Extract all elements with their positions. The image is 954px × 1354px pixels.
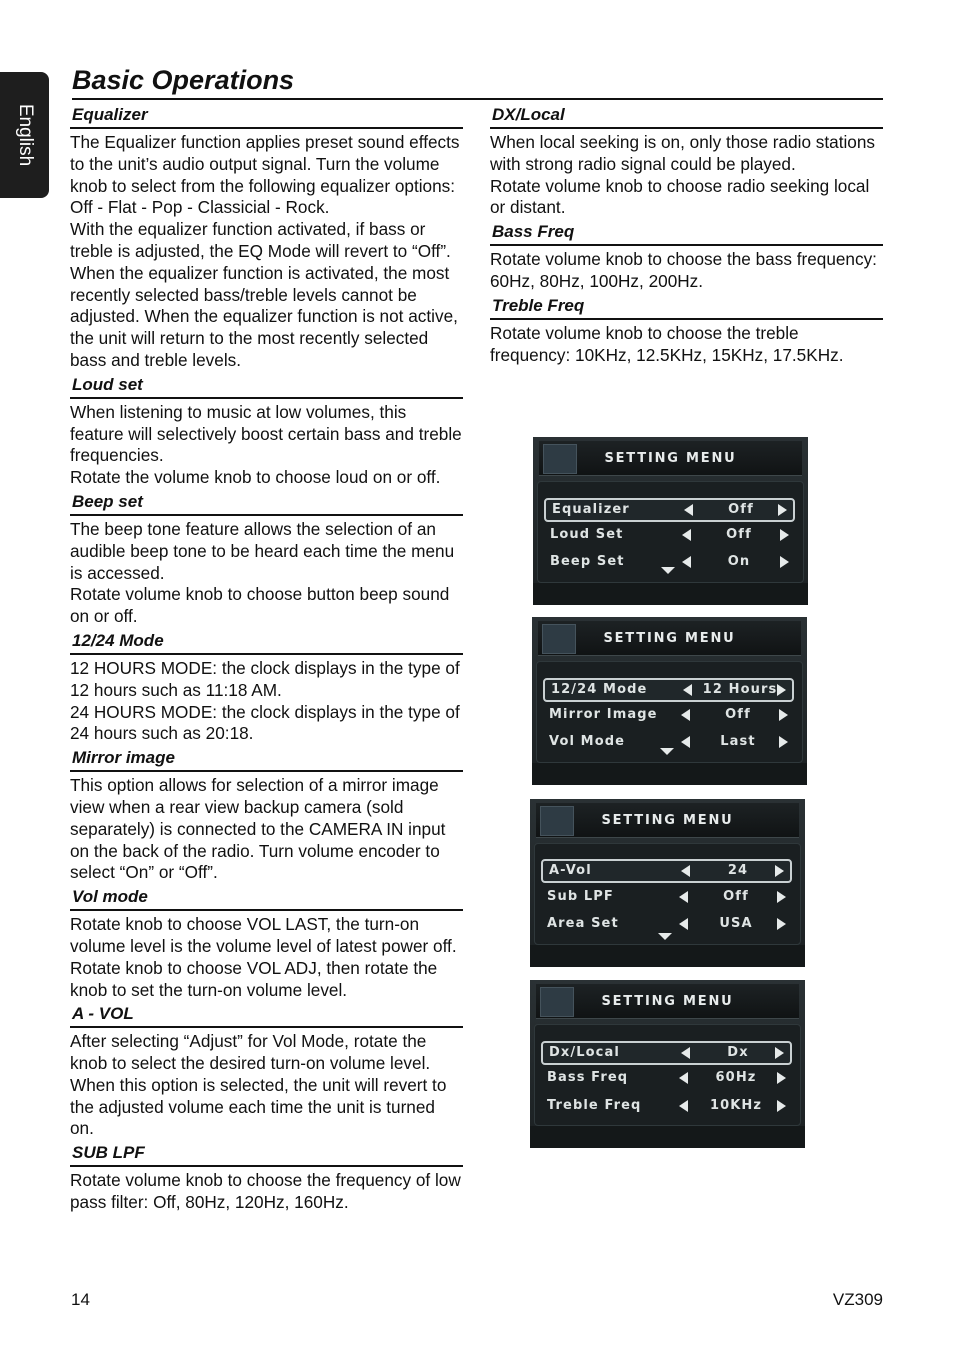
menu-row-value: On bbox=[727, 554, 751, 569]
section-heading: Mirror image bbox=[70, 747, 463, 772]
section-a-vol bbox=[70, 1003, 463, 1140]
section-heading: Loud set bbox=[70, 374, 463, 399]
menu-title: SETTING MENU bbox=[604, 451, 737, 466]
menu-header bbox=[536, 984, 799, 1019]
section-paragraph: Rotate volume knob to choose the frequency of low pass filter: Off, 80Hz, 120Hz, 160Hz. bbox=[70, 1170, 461, 1213]
menu-row-label: Beep Set bbox=[550, 554, 625, 569]
menu-title: SETTING MENU bbox=[601, 813, 734, 828]
section-beep-set bbox=[70, 491, 463, 628]
menu-row-value: Off bbox=[725, 707, 751, 722]
setting-menu-screenshot-2 bbox=[532, 617, 807, 785]
section-paragraph: 12 HOURS MODE: the clock displays in the type of 12 hours such as 11:18 AM. bbox=[70, 657, 460, 700]
menu-row bbox=[544, 525, 795, 545]
model-name: VZ309 bbox=[832, 1290, 883, 1309]
left-arrow-icon bbox=[682, 529, 691, 541]
section-mirror-image bbox=[70, 747, 463, 884]
left-column bbox=[70, 104, 463, 1216]
menu-row-label: 12/24 Mode bbox=[551, 682, 648, 697]
menu-body bbox=[534, 1024, 801, 1126]
section-dx-local bbox=[490, 104, 883, 219]
section-vol-mode bbox=[70, 886, 463, 1001]
right-arrow-icon bbox=[780, 556, 789, 568]
right-arrow-icon bbox=[777, 1100, 786, 1112]
section-heading: SUB LPF bbox=[70, 1142, 463, 1167]
menu-row bbox=[541, 1041, 792, 1065]
menu-footer bbox=[532, 763, 807, 785]
section-paragraph: This option allows for selection of a mirror image view when a rear view backup camera (sold separately) is connected to the CAMERA IN input on the back of the radio. Turn volume encoder to select “On” or “Off”. bbox=[70, 775, 446, 883]
menu-row-label: Equalizer bbox=[552, 502, 630, 517]
section-heading: Equalizer bbox=[70, 104, 463, 129]
menu-footer bbox=[530, 945, 805, 967]
left-arrow-icon bbox=[679, 1100, 688, 1112]
section-loud-set bbox=[70, 374, 463, 489]
right-arrow-icon bbox=[777, 918, 786, 930]
section-paragraph: When local seeking is on, only those radio stations with strong radio signal could be played. bbox=[490, 132, 876, 174]
section-heading: Treble Freq bbox=[490, 295, 883, 320]
menu-title: SETTING MENU bbox=[601, 994, 734, 1009]
menu-row bbox=[541, 914, 792, 934]
section-12-24-mode bbox=[70, 630, 463, 745]
menu-row-value: USA bbox=[719, 916, 753, 931]
menu-row-value: Last bbox=[720, 734, 756, 749]
left-arrow-icon bbox=[681, 1047, 690, 1059]
section-paragraph: Rotate knob to choose VOL ADJ, then rotate the knob to set the turn-on volume level. bbox=[70, 957, 438, 1000]
section-paragraph: Rotate knob to choose VOL LAST, the turn-on volume level is the volume level of latest power off. bbox=[70, 914, 457, 956]
section-paragraph: Rotate the volume knob to choose loud on or off. bbox=[70, 467, 441, 488]
left-arrow-icon bbox=[684, 504, 693, 516]
section-paragraph: Rotate volume knob to choose button beep sound on or off. bbox=[70, 584, 450, 627]
menu-row-label: Vol Mode bbox=[549, 734, 626, 749]
menu-row bbox=[543, 705, 794, 725]
left-arrow-icon bbox=[681, 709, 690, 721]
menu-row bbox=[543, 678, 794, 702]
page-title: Basic Operations bbox=[72, 64, 883, 100]
section-paragraph: When listening to music at low volumes, this feature will selectively boost certain bass and treble frequencies. bbox=[70, 401, 462, 466]
menu-footer bbox=[530, 1126, 805, 1148]
menu-row-value: Off bbox=[723, 889, 749, 904]
right-arrow-icon bbox=[778, 504, 787, 516]
menu-row-value: 24 bbox=[727, 863, 749, 878]
section-heading: Bass Freq bbox=[490, 221, 883, 246]
scroll-down-icon bbox=[658, 933, 672, 940]
right-arrow-icon bbox=[775, 865, 784, 877]
scroll-down-icon bbox=[660, 748, 674, 755]
menu-row bbox=[541, 887, 792, 907]
menu-row-label: Area Set bbox=[547, 916, 619, 931]
right-arrow-icon bbox=[777, 1072, 786, 1084]
language-tab-label: English bbox=[14, 103, 36, 167]
right-arrow-icon bbox=[779, 709, 788, 721]
section-paragraph: Rotate volume knob to choose radio seeking local or distant. bbox=[490, 175, 870, 218]
menu-row-label: A-Vol bbox=[549, 863, 592, 878]
section-heading: Beep set bbox=[70, 491, 463, 516]
menu-row-label: Mirror Image bbox=[549, 707, 658, 722]
menu-body bbox=[534, 843, 801, 945]
menu-row-value: 12 Hours bbox=[702, 682, 778, 697]
right-arrow-icon bbox=[780, 529, 789, 541]
right-column bbox=[490, 104, 883, 368]
section-heading: Vol mode bbox=[70, 886, 463, 911]
left-arrow-icon bbox=[682, 556, 691, 568]
menu-row bbox=[541, 859, 792, 883]
left-arrow-icon bbox=[679, 918, 688, 930]
menu-row bbox=[541, 1068, 792, 1088]
menu-row-label: Bass Freq bbox=[547, 1070, 629, 1085]
page-number: 14 bbox=[71, 1290, 90, 1309]
menu-row-value: 10KHz bbox=[709, 1098, 763, 1113]
menu-footer bbox=[533, 583, 808, 605]
menu-row-label: Treble Freq bbox=[547, 1098, 642, 1113]
section-treble-freq bbox=[490, 295, 883, 367]
section-paragraph: Rotate volume knob to choose the bass frequency: 60Hz, 80Hz, 100Hz, 200Hz. bbox=[490, 249, 877, 291]
right-arrow-icon bbox=[777, 684, 786, 696]
right-arrow-icon bbox=[775, 1047, 784, 1059]
setting-menu-screenshot-3 bbox=[530, 799, 805, 967]
section-paragraph: The beep tone feature allows the selection of an audible beep tone to be heard each time the menu is accessed. bbox=[70, 518, 455, 583]
left-arrow-icon bbox=[683, 684, 692, 696]
menu-row-value: 60Hz bbox=[715, 1070, 757, 1085]
menu-title: SETTING MENU bbox=[603, 631, 736, 646]
right-arrow-icon bbox=[779, 736, 788, 748]
left-arrow-icon bbox=[679, 1072, 688, 1084]
menu-row-value: Off bbox=[726, 527, 752, 542]
section-heading: 12/24 Mode bbox=[70, 630, 463, 655]
right-arrow-icon bbox=[777, 891, 786, 903]
menu-row-value: Off bbox=[728, 502, 754, 517]
setting-menu-screenshot-4 bbox=[530, 980, 805, 1148]
menu-row-label: Loud Set bbox=[550, 527, 624, 542]
menu-header bbox=[536, 803, 799, 838]
menu-row-label: Sub LPF bbox=[547, 889, 614, 904]
section-paragraph: 24 HOURS MODE: the clock displays in the type of 24 hours such as 20:18. bbox=[70, 701, 460, 744]
language-tab bbox=[0, 72, 49, 198]
section-heading: A - VOL bbox=[70, 1003, 463, 1028]
menu-row bbox=[541, 1096, 792, 1116]
section-equalizer bbox=[70, 104, 463, 372]
section-bass-freq bbox=[490, 221, 883, 293]
menu-row bbox=[544, 498, 795, 522]
left-arrow-icon bbox=[681, 736, 690, 748]
left-arrow-icon bbox=[681, 865, 690, 877]
menu-row-value: Dx bbox=[727, 1045, 749, 1060]
scroll-down-icon bbox=[661, 567, 675, 574]
menu-row-label: Dx/Local bbox=[549, 1045, 620, 1060]
setting-menu-screenshot-1 bbox=[533, 437, 808, 605]
left-arrow-icon bbox=[679, 891, 688, 903]
section-paragraph: Rotate volume knob to choose the treble frequency: 10KHz, 12.5KHz, 15KHz, 17.5KHz. bbox=[490, 322, 844, 365]
section-paragraph: The Equalizer function applies preset sound effects to the unit’s audio output signal. Turn the volume knob to select from the following equalizer options: Off - Flat - Pop - Classicial - Rock. bbox=[70, 132, 460, 218]
section-paragraph: After selecting “Adjust” for Vol Mode, rotate the knob to select the desired turn-on volume level. When this option is selected, the unit will revert to the adjusted volume each time the unit is turned on. bbox=[70, 1031, 447, 1139]
section-paragraph: With the equalizer function activated, if bass or treble is adjusted, the EQ Mode will revert to “Off”. When the equalizer function is activated, the most recently selected bass/treble levels cannot be adjusted. When the equalizer function is not active, the unit will return to the most recently selected bass and treble levels. bbox=[70, 219, 458, 370]
section-heading: DX/Local bbox=[490, 104, 883, 129]
menu-header bbox=[538, 621, 801, 656]
section-sub-lpf bbox=[70, 1142, 463, 1214]
menu-header bbox=[539, 441, 802, 476]
